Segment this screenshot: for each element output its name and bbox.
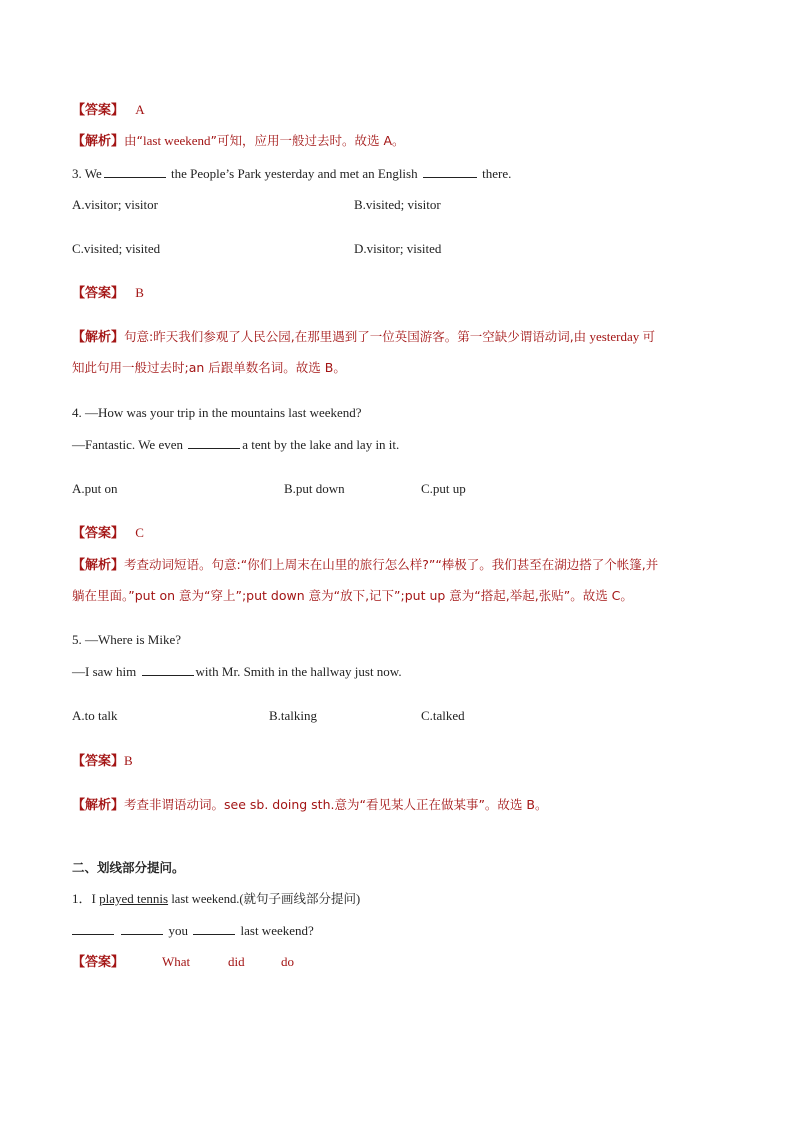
question-text: with Mr. Smith in the hallway just now. (195, 664, 402, 679)
option-b[interactable]: B.talking (269, 708, 318, 723)
question-text: you (168, 923, 188, 938)
analysis-text: 由“ (124, 133, 143, 148)
answer-tag: 【答案】 (72, 526, 125, 541)
answer-word-1: What (162, 954, 191, 969)
analysis-line-q2 (72, 132, 405, 151)
analysis-text-q4-line2: 躺在里面。”put on 意为“穿上”;put down 意为“放下,记下”;put up 意为“搭起,举起,张贴”。故选 C。 (72, 588, 633, 603)
answer-tag: 【答案】 (72, 754, 125, 769)
analysis-tag: 【解析】 (72, 134, 125, 149)
answer-tag: 【答案】 (72, 103, 125, 118)
question-text: there. (482, 166, 512, 181)
answer-value: C (135, 525, 144, 540)
analysis-text: 句意:昨天我们参观了人民公园,在那里遇到了一位英国游客。第一空缺少谓语动词,由 (124, 329, 587, 344)
question-text: a tent by the lake and lay in it. (242, 437, 400, 452)
underlined-phrase: played tennis (99, 891, 169, 906)
question-text: —Fantastic. We even (72, 437, 183, 452)
answer-blank[interactable] (423, 164, 477, 178)
answer-blank[interactable] (193, 921, 235, 935)
question-5-line2 (72, 662, 402, 681)
answer-value: A (135, 102, 145, 117)
question-text: —I saw him (72, 664, 137, 679)
answer-value: B (135, 285, 144, 300)
analysis-text: ”可知，应用一般过去时。故选 A。 (210, 133, 405, 148)
section-heading: 二、划线部分提问。 (72, 860, 185, 875)
analysis-tag: 【解析】 (72, 330, 125, 345)
analysis-line-q5 (72, 796, 547, 815)
answer-blank[interactable] (142, 662, 194, 676)
analysis-line-q4 (72, 556, 658, 575)
answer-line-q3 (72, 284, 144, 303)
answer-line-q5 (72, 752, 133, 771)
analysis-text: 考查非谓语动词。see sb. doing sth.意为“看见某人正在做某事”。故选 B。 (124, 797, 548, 812)
answer-line-section2-q1 (72, 953, 124, 972)
option-c[interactable]: C.put up (421, 481, 466, 496)
analysis-text: 考查动词短语。句意:“你们上周末在山里的旅行怎么样?”“棒极了。我们甚至在湖边搭了个帐篷,并 (124, 557, 659, 572)
analysis-tag: 【解析】 (72, 798, 125, 813)
question-4-line2 (72, 435, 399, 454)
answer-blank[interactable] (188, 435, 240, 449)
answer-line-q4 (72, 524, 144, 543)
question-4-line1: 4. —How was your trip in the mountains last weekend? (72, 405, 362, 420)
analysis-keyword: last weekend (143, 133, 211, 148)
answer-tag: 【答案】 (72, 286, 125, 301)
answer-value: B (124, 753, 133, 768)
answer-word-2: did (228, 954, 245, 969)
section2-question-1 (72, 890, 360, 908)
option-b[interactable]: B.visited; visitor (354, 197, 441, 212)
question-text: the People’s Park yesterday and met an English (171, 166, 418, 181)
answer-tag: 【答案】 (72, 955, 125, 970)
answer-blank[interactable] (72, 921, 114, 935)
question-text: 1．I (72, 891, 96, 906)
option-d[interactable]: D.visitor; visited (354, 241, 442, 256)
analysis-text-q3-line2: 知此句用一般过去时;an 后跟单数名词。故选 B。 (72, 360, 346, 375)
option-c[interactable]: C.talked (421, 708, 465, 723)
question-text: last weekend.(就句子画线部分提问) (171, 892, 361, 906)
answer-blank[interactable] (121, 921, 163, 935)
option-a[interactable]: A.visitor; visitor (72, 197, 158, 212)
section2-question-1-fill (72, 921, 314, 940)
question-text: last weekend? (240, 923, 314, 938)
option-c[interactable]: C.visited; visited (72, 241, 161, 256)
option-b[interactable]: B.put down (284, 481, 345, 496)
analysis-line-q3 (72, 328, 655, 347)
option-a[interactable]: A.to talk (72, 708, 118, 723)
analysis-text: 可 (642, 329, 656, 344)
answer-blank[interactable] (104, 164, 166, 178)
answer-line-q2 (72, 101, 145, 120)
question-5-line1: 5. —Where is Mike? (72, 632, 182, 647)
answer-word-3: do (281, 954, 294, 969)
analysis-tag: 【解析】 (72, 558, 125, 573)
question-3 (72, 164, 511, 183)
question-text: 3. We (72, 166, 102, 181)
option-a[interactable]: A.put on (72, 481, 118, 496)
analysis-keyword: yesterday (589, 329, 640, 344)
